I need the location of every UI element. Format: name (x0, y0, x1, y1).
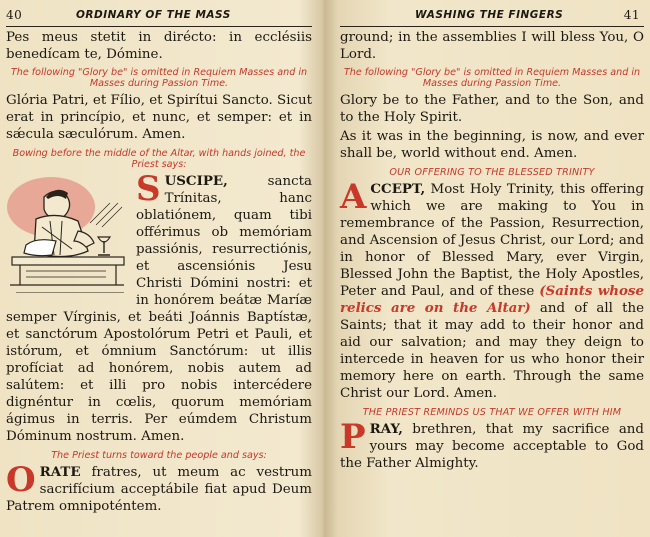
latin-gloria-patri: Glória Patri, et Fílio, et Spirítui Sancto. Sicut erat in princípio, et nunc, et semper: et in sǽcula sæculórum. Amen. (6, 93, 312, 142)
pray-text: brethren, that my sacrifice and yours may become acceptable to God the Father Almighty. (340, 422, 644, 471)
dropcap-s: S (136, 169, 161, 209)
right-page (330, 0, 650, 537)
accept-prayer (340, 177, 644, 402)
pray-lead: RAY, (369, 421, 403, 437)
rubric-reminds: THE PRIEST REMINDS US THAT WE OFFER WITH HIM (362, 407, 622, 418)
accept-text-b: and of all the Saints; that it may add to their honor and aid our salvation; and may they deign to intercede in heaven for us who honor their memory here on earth. Through the same Christ our Lord. Amen. (340, 301, 644, 401)
pray-brethren (340, 417, 644, 472)
suscipe-prayer (6, 169, 312, 445)
running-title: ORDINARY OF THE MASS (76, 9, 231, 21)
rubric-turns: The Priest turns toward the people and says: (51, 450, 267, 461)
dropcap-o: O (6, 460, 36, 500)
right-page-header (340, 4, 644, 27)
left-page-header (6, 4, 312, 27)
dropcap-a: A (340, 177, 367, 217)
rubric-offering: OUR OFFERING TO THE BLESSED TRINITY (389, 167, 595, 178)
english-as-it-was: As it was in the beginning, is now, and ever shall be, world without end. Amen. (340, 129, 644, 161)
running-title: WASHING THE FINGERS (415, 9, 564, 21)
dropcap-p: P (340, 417, 366, 457)
rubric-glory-note: The following "Glory be" is omitted in Requiem Masses and in Masses during Passion Time. (343, 67, 641, 89)
orate-fratres (6, 460, 312, 515)
rubric-bowing: Bowing before the middle of the Altar, with hands joined, the Priest says: (12, 148, 306, 170)
rubric-gloria-note: The following "Glory be" is omitted in Requiem Masses and in Masses during Passion Time. (10, 67, 308, 89)
english-glory-be: Glory be to the Father, and to the Son, and to the Holy Spirit. (340, 93, 644, 125)
saints-relics-note: (Saints whose relics are on the Altar) (340, 283, 644, 316)
orate-text: fratres, ut meum ac vestrum sacrifícium acceptábile fiat apud Deum Patrem omnipoténtem. (6, 465, 312, 514)
suscipe-text: sancta Trínitas, hanc oblatiónem, quam tibi offérimus ob memóriam passiónis, resurrectiónis, et ascensiónis Jesu Christi Dómini nostri: et in honórem beátæ Maríæ semper Vírginis, et beáti Joánnis Baptístæ, et sanctórum Apostolórum Petri et Pauli, et istórum, et ómnium Sanctórum: ut illis profíciat ad honórem, nobis autem ad salútem: et illi pro nobis intercédere dignéntur in cœlis, quorum memóriam ágimus in terris. Per eúmdem Christum Dóminum nostrum. Amen. (6, 174, 312, 444)
latin-verse: Pes meus stetit in dirécto: in ecclésiis benedícam te, Dómine. (6, 30, 312, 62)
english-verse: ground; in the assemblies I will bless You, O Lord. (340, 30, 644, 62)
suscipe-lead: USCIPE, (164, 173, 228, 189)
priest-bowing-at-altar-icon (6, 175, 128, 293)
accept-text-a: Most Holy Trinity, this offering which we are making to You in remembrance of the Passion, Resurrection, and Ascension of Jesus Christ, our Lord; and in honor of Blessed Mary, ever Virgin, Blessed John the Baptist, the Holy Apostles, Peter and Paul, and of these (340, 182, 644, 299)
page-number: 41 (623, 8, 640, 22)
accept-lead: CCEPT, (370, 181, 426, 197)
orate-lead: RATE (39, 464, 81, 480)
page-number: 40 (6, 8, 23, 22)
left-page (0, 0, 322, 537)
